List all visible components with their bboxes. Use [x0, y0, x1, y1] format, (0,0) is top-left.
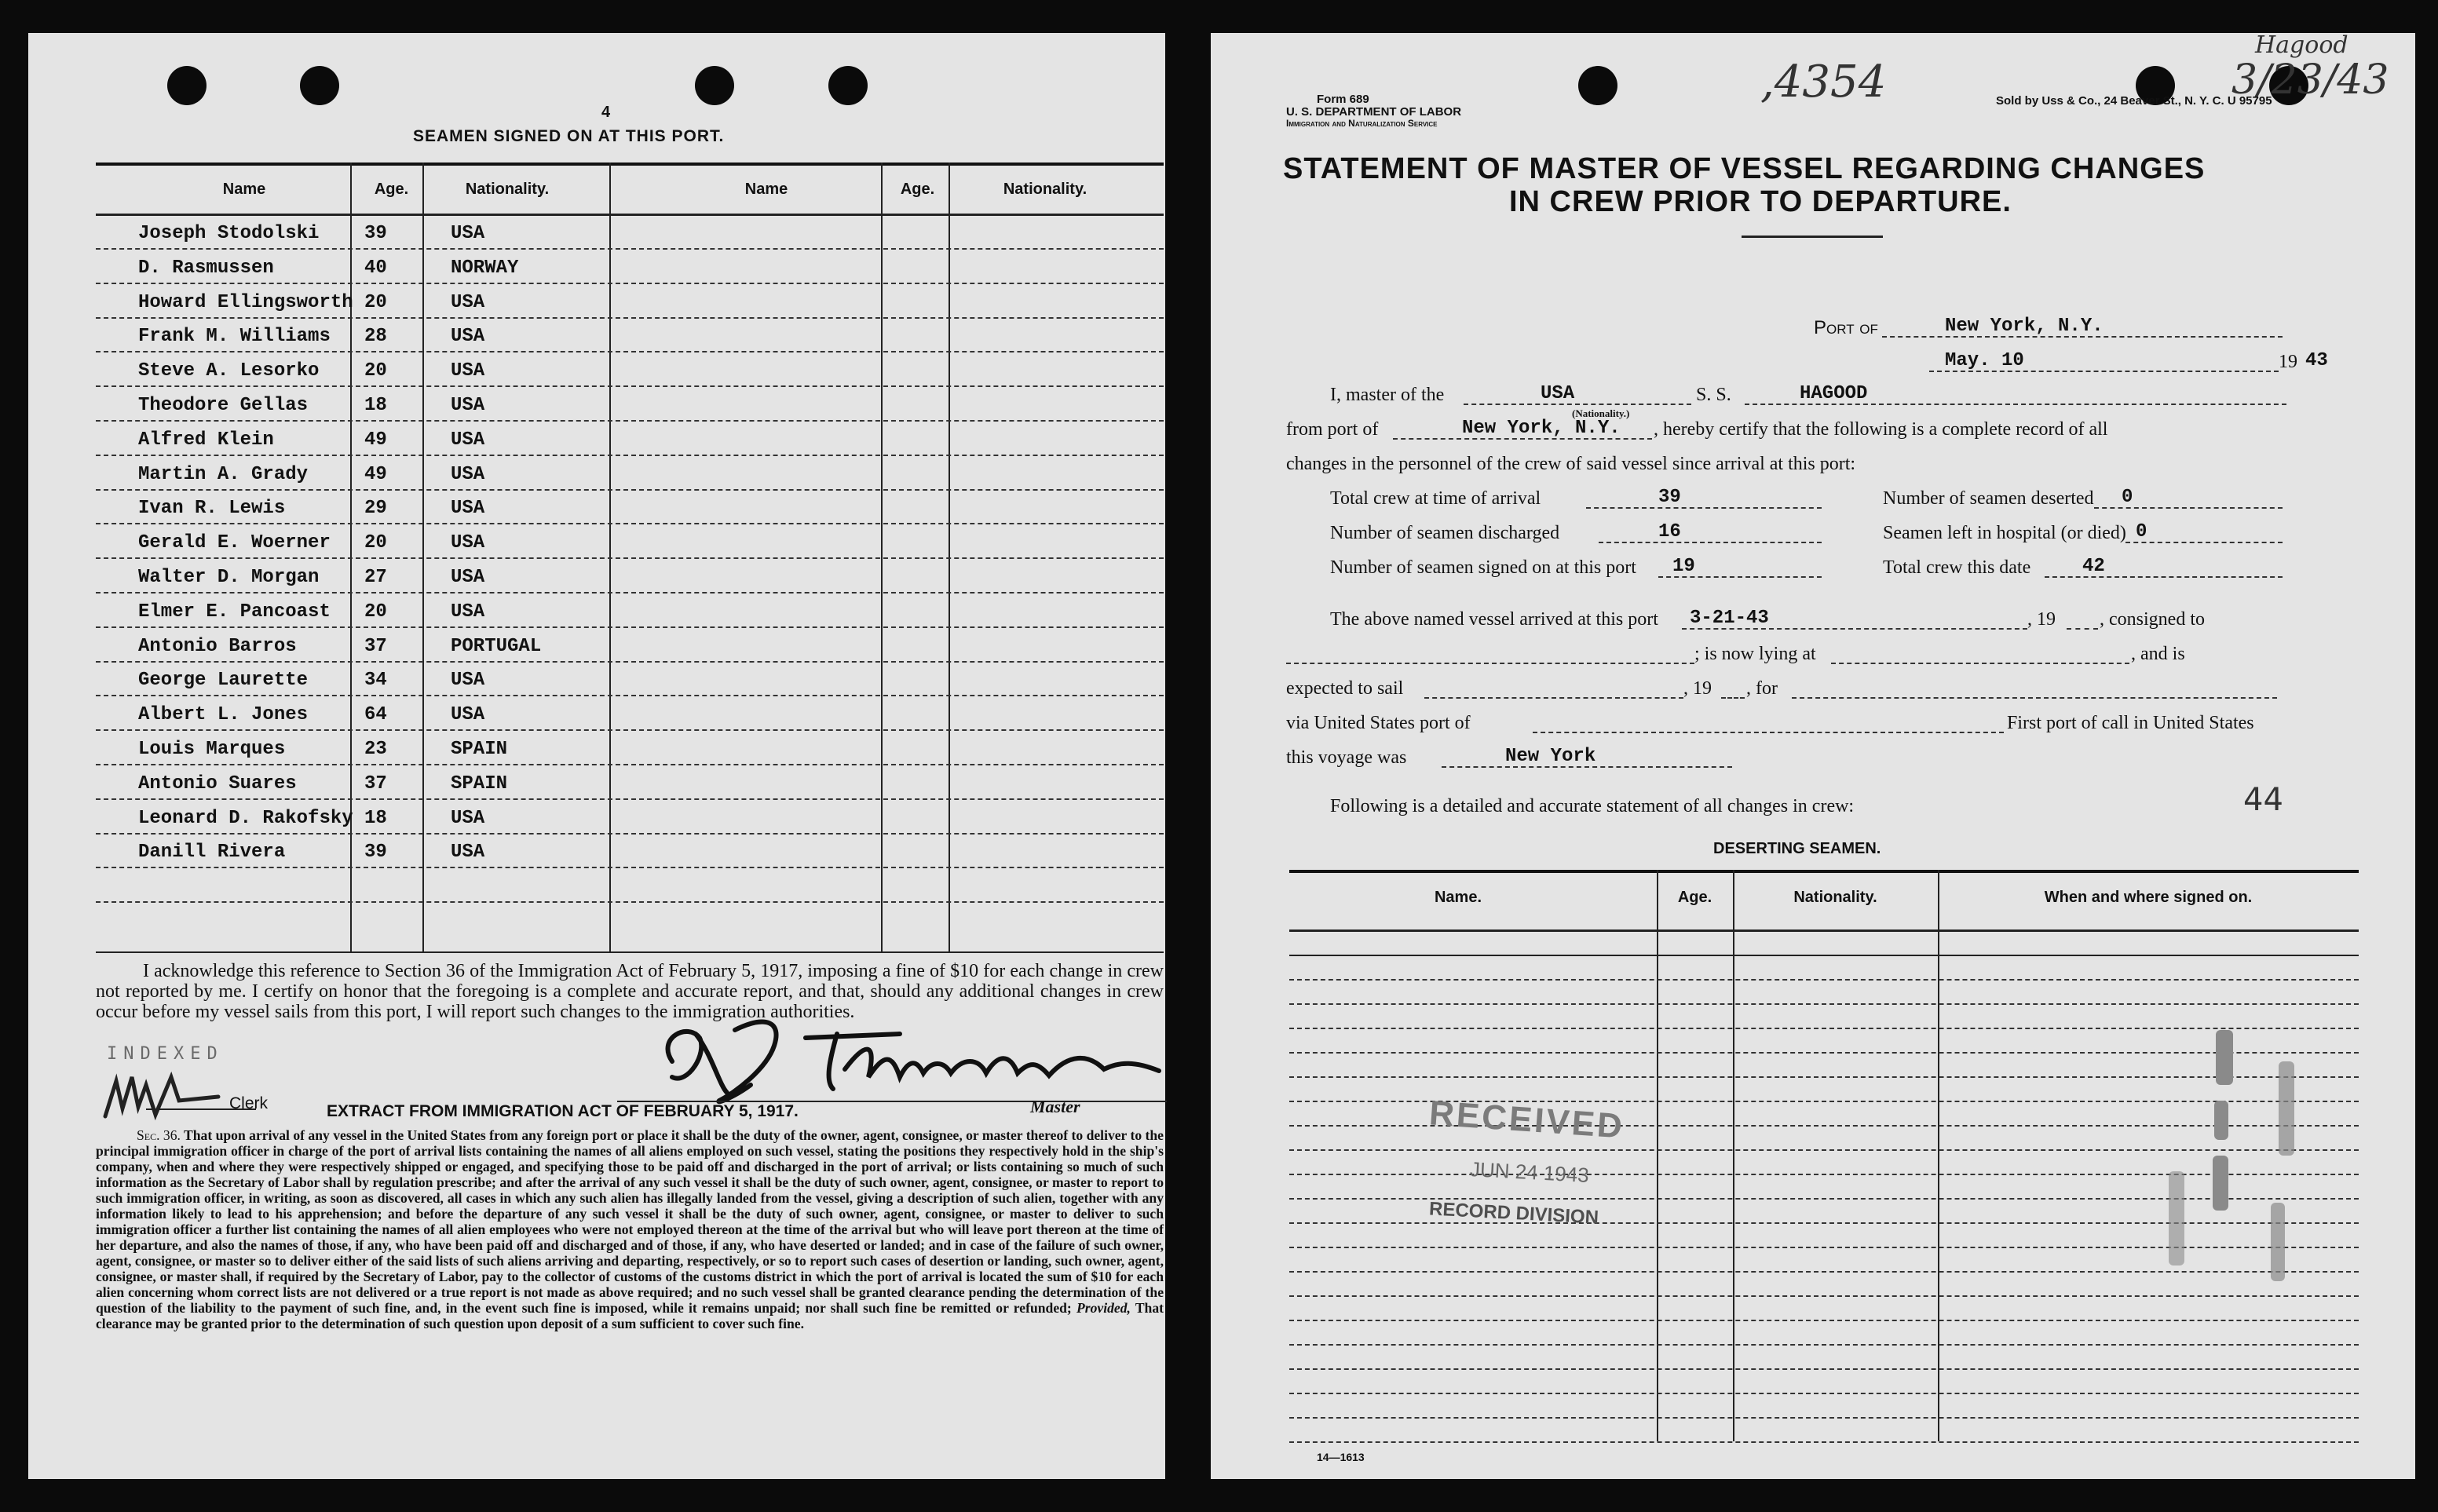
deserting-header-age: Age.: [1677, 889, 1712, 906]
year-value: 43: [2305, 350, 2328, 371]
seaman-nationality: USA: [451, 498, 485, 520]
row-rule: [96, 420, 1164, 422]
row-rule: [96, 798, 1164, 800]
seaman-nationality: USA: [451, 567, 485, 588]
deserting-row-rule: [1289, 1368, 2359, 1370]
seaman-name: Antonio Suares: [138, 772, 297, 794]
row-rule: [96, 764, 1164, 765]
signed-on-value: 19: [1672, 556, 1695, 577]
binder-hole: [300, 66, 339, 105]
seaman-age: 37: [364, 772, 387, 794]
handwritten-ship-name: Hagood: [2255, 31, 2348, 59]
lying-at-line: [1831, 663, 2129, 664]
deserted-value: 0: [2122, 487, 2133, 508]
row-rule: [96, 385, 1164, 387]
deserting-top-rule: [1289, 870, 2359, 873]
seaman-age: 20: [364, 360, 387, 382]
right-page: [1211, 33, 2415, 1479]
deserting-header-rule: [1289, 929, 2359, 932]
seaman-name: Louis Marques: [138, 739, 286, 760]
row-rule: [96, 661, 1164, 663]
deserting-row-rule: [1289, 1441, 2359, 1443]
faint-rotated-stamp: [2074, 1014, 2357, 1313]
section-title: SEAMEN SIGNED ON AT THIS PORT.: [413, 127, 725, 145]
handwritten-date: 3/23/43: [2231, 57, 2389, 104]
seaman-name: Martin A. Grady: [138, 463, 309, 485]
deserting-row-rule: [1289, 1003, 2359, 1005]
seaman-nationality: USA: [451, 463, 485, 485]
seaman-age: 34: [364, 670, 387, 692]
deserting-header-signed-on: When and where signed on.: [2044, 889, 2253, 906]
arrived-label: The above named vessel arrived at this port: [1330, 609, 1658, 630]
title-underline: [1742, 236, 1883, 238]
page-number: 4: [601, 104, 611, 121]
table-header-rule: [96, 214, 1164, 216]
expected-label: expected to sail: [1286, 678, 1404, 699]
seaman-nationality: USA: [451, 601, 485, 623]
row-rule: [96, 833, 1164, 835]
seaman-name: George Laurette: [138, 670, 309, 692]
extract-provided: Provided,: [1076, 1300, 1131, 1316]
seaman-name: Elmer E. Pancoast: [138, 601, 331, 623]
row-rule: [96, 557, 1164, 559]
record-division-stamp: RECORD DIVISION: [1428, 1198, 1599, 1229]
received-stamp-date: JUN 24 1943: [1469, 1157, 1590, 1187]
seaman-nationality: USA: [451, 670, 485, 692]
discharged-line: [1599, 542, 1822, 543]
via-line: [1533, 732, 2004, 733]
ship-name: HAGOOD: [1800, 383, 1868, 404]
ss-label: S. S.: [1696, 385, 1731, 405]
extract-title: EXTRACT FROM IMMIGRATION ACT OF FEBRUARY 5, 1917.: [327, 1102, 799, 1120]
seaman-name: Albert L. Jones: [138, 704, 309, 726]
extract-body: [96, 1127, 1164, 1331]
seaman-name: Ivan R. Lewis: [138, 498, 286, 520]
row-rule: [96, 523, 1164, 524]
seaman-age: 20: [364, 532, 387, 554]
service: Immigration and Naturalization Service: [1286, 118, 1438, 129]
seaman-nationality: USA: [451, 807, 485, 829]
year-prefix: 19: [2279, 352, 2297, 372]
form-title-line2: IN CREW PRIOR TO DEPARTURE.: [1509, 185, 2012, 218]
nationality-value: USA: [1541, 383, 1575, 404]
indexed-stamp: INDEXED: [107, 1044, 224, 1064]
seaman-nationality: USA: [451, 704, 485, 726]
seaman-name: Danill Rivera: [138, 842, 286, 864]
hospital-label: Seamen left in hospital (or died): [1883, 523, 2126, 543]
deserting-row-rule: [1289, 979, 2359, 981]
binder-hole: [1578, 66, 1617, 105]
extract-end: That clearance may be granted prior to the determination of such question upon deposit of a sum sufficient to cover such fine.: [96, 1300, 1164, 1331]
master-of-label: I, master of the: [1330, 385, 1445, 405]
row-rule: [96, 317, 1164, 319]
row-rule: [96, 626, 1164, 628]
seaman-name: Gerald E. Woerner: [138, 532, 331, 554]
consignee-line: [1286, 663, 1694, 664]
seaman-nationality: USA: [451, 532, 485, 554]
row-rule: [96, 455, 1164, 456]
total-crew-date-value: 42: [2082, 556, 2105, 577]
seaman-age: 18: [364, 807, 387, 829]
row-rule: [96, 489, 1164, 491]
seaman-nationality: SPAIN: [451, 739, 508, 760]
column-header-age-2: Age.: [900, 181, 935, 198]
row-rule: [96, 351, 1164, 352]
first-port-label: First port of call in United States: [2007, 713, 2254, 733]
for-label: , for: [1746, 678, 1778, 699]
master-signature: [641, 1006, 1175, 1108]
footer-code: 14—1613: [1317, 1451, 1365, 1463]
total-crew-date-line: [2045, 576, 2283, 578]
table-top-rule: [96, 163, 1164, 166]
column-header-age: Age.: [374, 181, 409, 198]
seaman-name: Frank M. Williams: [138, 326, 331, 348]
row-rule: [96, 695, 1164, 696]
deserting-header-nationality: Nationality.: [1793, 889, 1877, 906]
seaman-age: 20: [364, 601, 387, 623]
lying-at: ; is now lying at: [1694, 644, 1816, 664]
seaman-nationality: NORWAY: [451, 257, 519, 279]
seaman-name: Theodore Gellas: [138, 395, 309, 416]
seaman-name: Steve A. Lesorko: [138, 360, 320, 382]
column-header-nationality-2: Nationality.: [1003, 181, 1087, 198]
acknowledgement-text: I acknowledge this reference to Section 36 of the Immigration Act of February 5, 1917, imposing a fine of $10 for each change in crew not reported by me. I certify on honor that the foregoing is a complete and accurate report, and that, should any additional changes in crew occur before my vessel sails from this port, I will report such changes to the immigration authorities.: [96, 961, 1164, 1022]
seaman-name: Joseph Stodolski: [138, 223, 320, 244]
from-port-value: New York, N.Y.: [1462, 418, 1621, 439]
total-crew-arrival-line: [1586, 507, 1822, 509]
binder-hole: [695, 66, 734, 105]
from-port-label: from port of: [1286, 419, 1379, 440]
seaman-age: 39: [364, 842, 387, 864]
seaman-age: 64: [364, 704, 387, 726]
handwritten-file-number: ,4354: [1760, 57, 1887, 108]
left-page: [28, 33, 1165, 1479]
expected-line: [1424, 697, 1683, 699]
total-crew-arrival-label: Total crew at time of arrival: [1330, 488, 1541, 509]
seaman-age: 49: [364, 429, 387, 451]
total-crew-arrival-value: 39: [1658, 487, 1681, 508]
seaman-name: Alfred Klein: [138, 429, 274, 451]
discharged-label: Number of seamen discharged: [1330, 523, 1560, 543]
deserting-header-name: Name.: [1434, 889, 1482, 906]
seaman-age: 20: [364, 291, 387, 313]
clerk-label: Clerk: [229, 1094, 269, 1112]
seaman-age: 49: [364, 463, 387, 485]
seller-note: Sold by Uss & Co., 24 Beaver St., N. Y. C. U 95795: [1996, 94, 2272, 108]
row-rule: [96, 729, 1164, 731]
seaman-nationality: USA: [451, 360, 485, 382]
arrived-year-prefix: , 19: [2027, 609, 2056, 630]
row-rule: [96, 248, 1164, 250]
signed-on-label: Number of seamen signed on at this port: [1330, 557, 1636, 578]
date-value: May. 10: [1945, 350, 2024, 371]
margin-number: 44: [2243, 782, 2283, 818]
following-text: Following is a detailed and accurate statement of all changes in crew:: [1330, 796, 1855, 816]
form-title-line1: STATEMENT OF MASTER OF VESSEL REGARDING CHANGES: [1283, 152, 2206, 185]
seaman-age: 29: [364, 498, 387, 520]
binder-hole: [167, 66, 207, 105]
row-rule: [96, 592, 1164, 593]
deserting-row-rule: [1289, 1344, 2359, 1346]
seaman-name: Walter D. Morgan: [138, 567, 320, 588]
seaman-nationality: PORTUGAL: [451, 635, 542, 657]
row-rule: [96, 283, 1164, 284]
expected-year-line: [1721, 697, 1745, 699]
seaman-name: Leonard D. Rakofsky: [138, 807, 353, 829]
column-header-nationality: Nationality.: [465, 181, 550, 198]
for-line: [1792, 697, 2277, 699]
seaman-nationality: USA: [451, 291, 485, 313]
seaman-age: 27: [364, 567, 387, 588]
deserting-row-rule: [1289, 1393, 2359, 1394]
arrived-year-line: [2067, 628, 2098, 630]
seaman-name: Howard Ellingsworth: [138, 291, 353, 313]
hospital-line: [2125, 542, 2283, 543]
seaman-nationality: SPAIN: [451, 772, 508, 794]
seaman-age: 39: [364, 223, 387, 244]
row-rule: [96, 901, 1164, 903]
voyage-value: New York: [1505, 746, 1596, 767]
arrived-value: 3-21-43: [1690, 608, 1769, 629]
consigned-to: , consigned to: [2100, 609, 2205, 630]
seaman-nationality: USA: [451, 395, 485, 416]
seaman-age: 40: [364, 257, 387, 279]
department: U. S. DEPARTMENT OF LABOR: [1286, 105, 1462, 119]
master-label: Master: [1030, 1097, 1080, 1116]
deserting-row-rule: [1289, 1320, 2359, 1321]
extract-section: Sec. 36.: [137, 1127, 181, 1143]
seaman-age: 37: [364, 635, 387, 657]
nationality-line: [1464, 404, 1691, 405]
seaman-nationality: USA: [451, 842, 485, 864]
seaman-name: D. Rasmussen: [138, 257, 274, 279]
total-crew-date-label: Total crew this date: [1883, 557, 2031, 578]
discharged-value: 16: [1658, 521, 1681, 542]
form-number: Form 689: [1317, 93, 1369, 106]
deserting-row-rule: [1289, 955, 2359, 956]
deserting-row-rule: [1289, 1417, 2359, 1419]
seaman-age: 18: [364, 395, 387, 416]
expected-year-prefix: , 19: [1683, 678, 1712, 699]
hospital-value: 0: [2136, 521, 2147, 542]
received-stamp: RECEIVED: [1427, 1094, 1626, 1146]
changes-text: changes in the personnel of the crew of said vessel since arrival at this port:: [1286, 454, 1856, 474]
voyage-label: this voyage was: [1286, 747, 1407, 768]
deserting-title: DESERTING SEAMEN.: [1713, 840, 1881, 857]
seaman-name: Antonio Barros: [138, 635, 297, 657]
extract-text: That upon arrival of any vessel in the United States from any foreign port or place it shall be the duty of the owner, agent, consignee, or master thereof to deliver to the principal immigration officer in charge of the port of arrival lists containing the names of all aliens employed on such vessel, stating the positions they respectively hold in the ship's company, when and where they were respectively shipped or engaged, and specifying those to be paid off and discharged in the port of arrival; or lists containing so much of such information as the Secretary of Labor shall by regulation prescribe; and after the arrival of any such vessel it shall be the duty of such owner, agent, consignee, or master to report to such immigration officer, in writing, as soon as discovered, all cases in which any such alien has illegally landed from the vessel, giving a description of such alien, together with any information likely to lead to his apprehension; and before the departure of any such vessel it shall be the duty of such owner, agent, consignee, or master to deliver to such immigration officer a further list containing the names of all alien employees who were not employed thereon at the time of the arrival but who will leave port thereon at the time of her departure, and also the names of those, if any, who have been paid off and discharged and of those, if any, who have deserted or landed; and in case of the failure of such owner, agent, consignee, or master so to deliver either of the said lists of such aliens arriving and departing, respectively, or so to report such cases of desertion or landing, such owner, agent, consignee, or master shall, if required by the Secretary of Labor, pay to the collector of customs of the customs district in which the port of arrival is located the sum of $10 for each alien concerning whom correct lists are not delivered or a true report is not made as above required; and no such vessel shall be granted clearance pending the determination of the question of the liability to the payment of such fine, and, in the event such fine is imposed, while it remains unpaid; nor shall such fine be remitted or refunded;: [96, 1127, 1164, 1316]
and-is: , and is: [2131, 644, 2185, 664]
clerk-initials: [101, 1054, 234, 1124]
nationality-caption: (Nationality.): [1572, 407, 1630, 419]
seaman-nationality: USA: [451, 223, 485, 244]
seaman-nationality: USA: [451, 326, 485, 348]
port-value: New York, N.Y.: [1945, 316, 2104, 337]
seaman-age: 23: [364, 739, 387, 760]
via-label: via United States port of: [1286, 713, 1471, 733]
column-header-name: Name: [222, 181, 266, 198]
seaman-age: 28: [364, 326, 387, 348]
row-rule: [96, 867, 1164, 868]
binder-hole: [828, 66, 868, 105]
seaman-nationality: USA: [451, 429, 485, 451]
table-bottom-rule: [96, 951, 1164, 953]
port-label: Port of: [1814, 317, 1878, 338]
column-header-name-2: Name: [744, 181, 788, 198]
deserted-label: Number of seamen deserted: [1883, 488, 2094, 509]
certify-text: , hereby certify that the following is a complete record of all: [1654, 419, 2108, 440]
